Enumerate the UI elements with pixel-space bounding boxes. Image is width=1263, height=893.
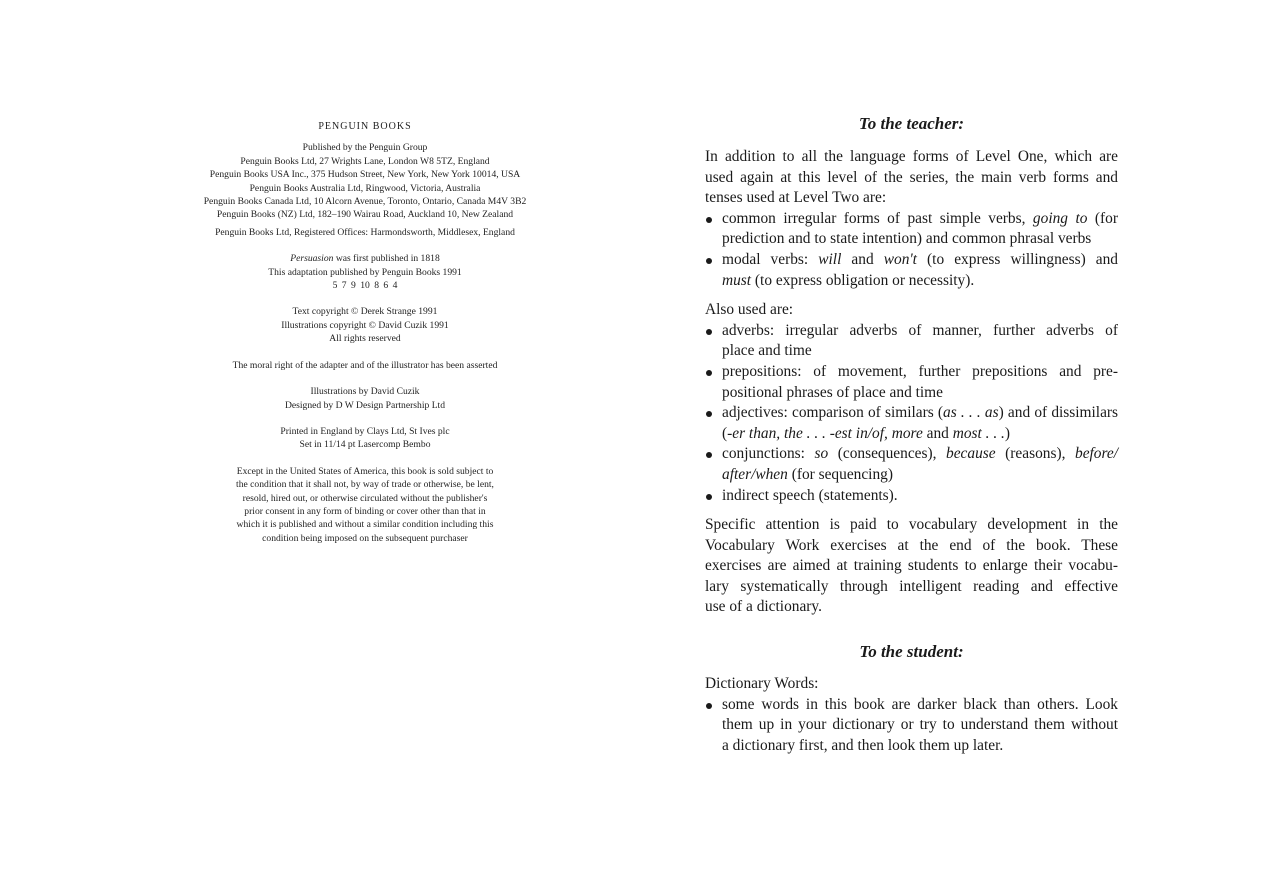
- dictionary-words-label: Dictionary Words:: [705, 675, 819, 693]
- text-line: must (to express obligation or necessity).: [722, 271, 975, 289]
- text-copyright: Text copyright © Derek Strange 1991: [292, 306, 438, 318]
- verb-forms-list: [705, 209, 1118, 291]
- student-list: [705, 695, 1118, 757]
- student-heading: To the student:: [859, 642, 964, 662]
- address-line: Penguin Books (NZ) Ltd, 182–190 Wairau Road, Auckland 10, New Zealand: [216, 209, 514, 221]
- text-line: prepositions: of movement, further prepositions and pre-: [722, 362, 1118, 380]
- teacher-heading: To the teacher:: [858, 114, 965, 133]
- list-item: [705, 362, 1118, 403]
- publisher-addresses: [170, 141, 560, 221]
- list-item: [705, 209, 1118, 250]
- condition-line: which it is published and without a similar condition including this: [236, 519, 494, 531]
- publication-history: [170, 252, 560, 292]
- bullet-icon: [706, 370, 712, 376]
- notes-page: [705, 114, 1118, 756]
- bullet-icon: [706, 258, 712, 264]
- text-line: Specific attention is paid to vocabulary development in the: [705, 516, 1118, 534]
- text-line: Vocabulary Work exercises at the end of the book. These: [705, 536, 1118, 554]
- list-item: [705, 250, 1118, 291]
- text-line: conjunctions: so (consequences), because (reasons), before/: [722, 445, 1119, 463]
- text-line: tenses used at Level Two are:: [705, 189, 887, 207]
- condition-line: resold, hired out, or otherwise circulated without the publisher's: [242, 492, 488, 504]
- first-published-text: was first published in 1818: [333, 253, 440, 265]
- list-item: [705, 695, 1118, 757]
- text-line: used again at this level of the series, the main verb forms and: [705, 168, 1118, 186]
- credits: [170, 385, 560, 412]
- text-line: adverbs: irregular adverbs of manner, further adverbs of: [722, 321, 1118, 339]
- text-line: In addition to all the language forms of Level One, which are: [705, 148, 1118, 165]
- list-item: [705, 321, 1118, 362]
- text-line: some words in this book are darker black than others. Look: [722, 695, 1118, 713]
- rights-reserved: All rights reserved: [329, 333, 401, 345]
- address-line: Penguin Books USA Inc., 375 Hudson Street, New York, New York 10014, USA: [209, 169, 521, 181]
- also-used-label: Also used are:: [705, 301, 794, 319]
- book-title: Persuasion: [290, 253, 334, 265]
- text-line: positional phrases of place and time: [722, 383, 943, 401]
- adaptation-line: This adaptation published by Penguin Books 1991: [268, 266, 462, 278]
- text-line: (-er than, the . . . -est in/of, more and most . . .): [722, 424, 1011, 442]
- address-line: Penguin Books Ltd, 27 Wrights Lane, London W8 5TZ, England: [240, 155, 490, 167]
- printing-numbers: 5 7 9 10 8 6 4: [332, 280, 398, 292]
- text-line: them up in your dictionary or try to understand them without: [722, 716, 1118, 734]
- moral-right: The moral right of the adapter and of the illustrator has been asserted: [232, 359, 498, 371]
- bullet-icon: [706, 217, 712, 223]
- teacher-intro: [705, 147, 1118, 209]
- first-published: [170, 252, 560, 265]
- address-line: Published by the Penguin Group: [302, 142, 428, 154]
- text-line: indirect speech (statements).: [722, 486, 898, 504]
- list-item: [705, 444, 1118, 485]
- list-item: [705, 403, 1118, 444]
- bullet-icon: [706, 703, 712, 709]
- sale-conditions: [170, 465, 560, 545]
- text-line: place and time: [722, 342, 812, 360]
- registered-offices: Penguin Books Ltd, Registered Offices: Harmondsworth, Middlesex, England: [215, 226, 515, 238]
- condition-line: the condition that it shall not, by way of trade or otherwise, be lent,: [236, 479, 494, 491]
- printed-in: Printed in England by Clays Ltd, St Ives plc: [280, 425, 450, 437]
- vocabulary-paragraph: [705, 515, 1118, 618]
- illustrations-copyright: Illustrations copyright © David Cuzik 1991: [281, 319, 449, 331]
- text-line: common irregular forms of past simple verbs, going to (for: [722, 209, 1118, 227]
- text-line: after/when (for sequencing): [722, 465, 893, 483]
- designed-by: Designed by D W Design Partnership Ltd: [284, 399, 446, 411]
- text-line: lary systematically through intelligent reading and effective: [705, 577, 1118, 595]
- text-line: prediction and to state intention) and common phrasal verbs: [722, 230, 1092, 248]
- copyright-block: [170, 305, 560, 345]
- text-line: exercises are aimed at training students to enlarge their vocabu-: [705, 557, 1118, 575]
- printing-info: [170, 425, 560, 452]
- publisher-heading: PENGUIN BOOKS: [318, 121, 412, 132]
- set-in: Set in 11/14 pt Lasercomp Bembo: [299, 439, 431, 451]
- illustrations-by: Illustrations by David Cuzik: [310, 386, 420, 398]
- bullet-icon: [706, 329, 712, 335]
- condition-line: prior consent in any form of binding or cover other than that in: [244, 505, 486, 517]
- text-line: use of a dictionary.: [705, 598, 822, 616]
- also-used-list: [705, 321, 1118, 506]
- address-line: Penguin Books Canada Ltd, 10 Alcorn Avenue, Toronto, Ontario, Canada M4V 3B2: [203, 196, 527, 208]
- list-item: [705, 486, 1118, 507]
- bullet-icon: [706, 411, 712, 417]
- text-line: adjectives: comparison of similars (as . . . as) and of dissimilars: [722, 404, 1119, 422]
- condition-line: condition being imposed on the subsequent purchaser: [262, 532, 468, 544]
- bullet-icon: [706, 494, 712, 500]
- imprint-page: [170, 120, 560, 545]
- text-line: modal verbs: will and won't (to express willingness) and: [722, 250, 1119, 268]
- address-line: Penguin Books Australia Ltd, Ringwood, Victoria, Australia: [249, 182, 481, 194]
- text-line: a dictionary first, and then look them up later.: [722, 736, 1004, 754]
- bullet-icon: [706, 452, 712, 458]
- condition-line: Except in the United States of America, this book is sold subject to: [236, 465, 494, 477]
